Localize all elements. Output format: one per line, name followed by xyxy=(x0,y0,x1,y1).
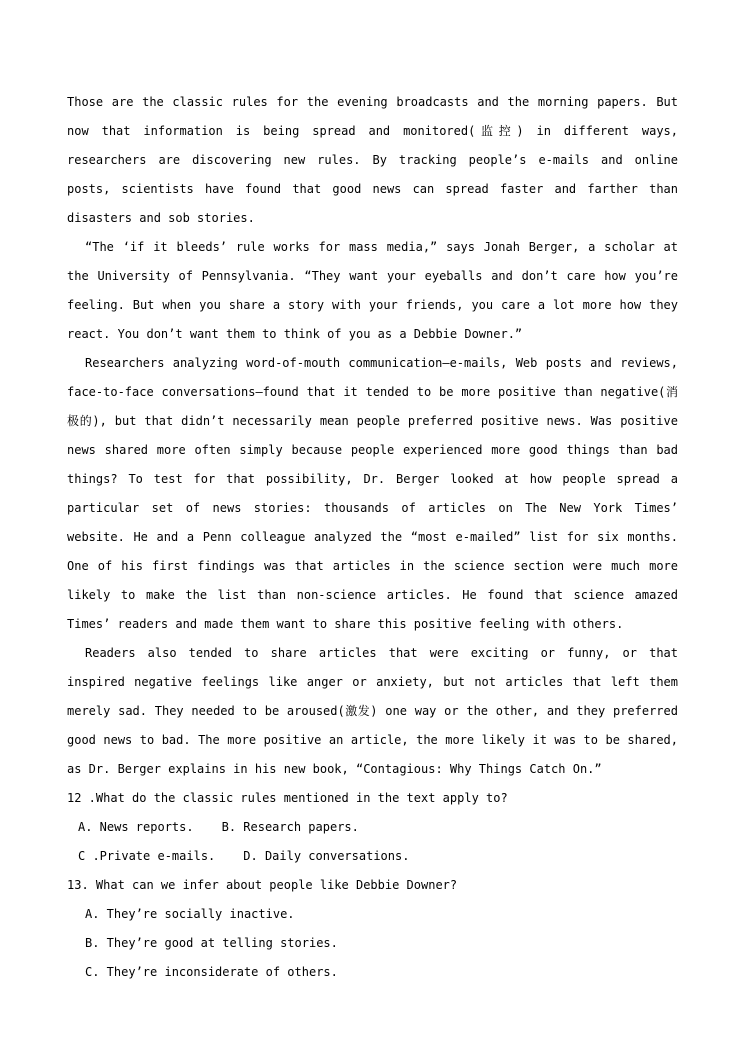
question-12-option-a: A. News reports. xyxy=(78,820,194,834)
question-13-option-a: A. They’re socially inactive. xyxy=(85,907,295,921)
article-paragraph-4: Readers also tended to share articles that were exciting or funny, or that inspired negative feelings like anger or anxiety, but not articles that left them merely sad. They needed to be aroused(激发) one way or the other, and they preferred good news to bad. The more positive an article, the more likely it was to be shared, as Dr. Berger explains in his new book, “Contagious: Why Things Catch On.” xyxy=(67,646,678,776)
question-12-options-row-2 xyxy=(67,842,678,871)
question-12-option-c: C .Private e-mails. xyxy=(78,849,216,863)
article-paragraph-3: Researchers analyzing word-of-mouth communication—e-mails, Web posts and reviews, face-to-face conversations—found that it tended to be more positive than negative(消极的), but that didn’t necessarily mean people preferred positive news. Was positive news shared more often simply because people experienced more good things than bad things? To test for that possibility, Dr. Berger looked at how people spread a particular set of news stories: thousands of articles on The New York Times’ website. He and a Penn colleague analyzed the “most e-mailed” list for six months. One of his first findings was that articles in the science section were much more likely to make the list than non-science articles. He found that science amazed Times’ readers and made them want to share this positive feeling with others. xyxy=(67,356,678,631)
question-12-option-d: D. Daily conversations. xyxy=(243,849,410,863)
question-12-text: 12 .What do the classic rules mentioned in the text apply to? xyxy=(67,791,508,805)
question-13-option-b: B. They’re good at telling stories. xyxy=(85,936,338,950)
article-paragraph-2: “The ‘if it bleeds’ rule works for mass media,” says Jonah Berger, a scholar at the University of Pennsylvania. “They want your eyeballs and don’t care how you’re feeling. But when you share a story with your friends, you care a lot more how they react. You don’t want them to think of you as a Debbie Downer.” xyxy=(67,240,678,341)
question-12-option-b: B. Research papers. xyxy=(221,820,359,834)
question-12-options-row-1 xyxy=(67,813,678,842)
question-13-text: 13. What can we infer about people like Debbie Downer? xyxy=(67,878,458,892)
question-13-option-c: C. They’re inconsiderate of others. xyxy=(85,965,338,979)
article-paragraph-1: Those are the classic rules for the evening broadcasts and the morning papers. But now that information is being spread and monitored(监控) in different ways, researchers are discovering new rules. By tracking people’s e-mails and online posts, scientists have found that good news can spread faster and farther than disasters and sob stories. xyxy=(67,95,678,225)
